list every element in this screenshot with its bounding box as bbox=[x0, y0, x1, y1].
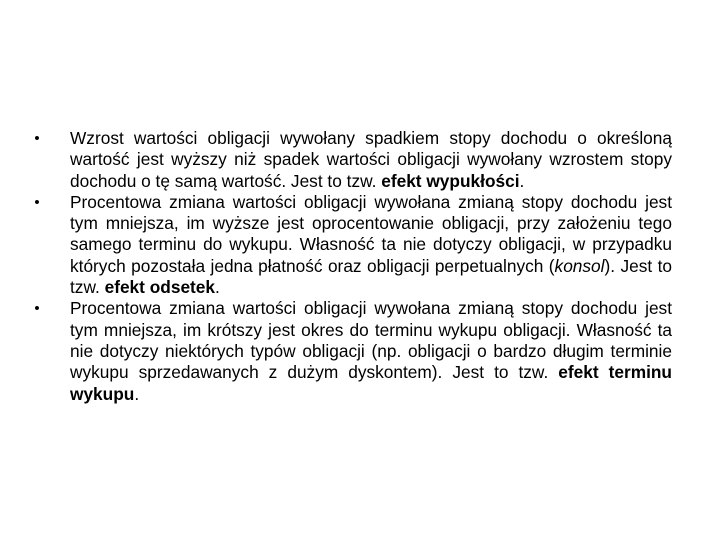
bullet-icon: • bbox=[34, 193, 40, 211]
bullet-term-bold: efekt terminu wykupu bbox=[70, 362, 672, 404]
bullet-text-segment: . bbox=[134, 383, 140, 404]
bullet-term-bold: efekt odsetek bbox=[104, 277, 216, 298]
bullet-text-segment: ). Jest to tzw. bbox=[70, 255, 672, 298]
bullet-icon: • bbox=[34, 130, 40, 147]
bullet-item bbox=[30, 298, 672, 404]
bullet-icon: • bbox=[34, 300, 40, 318]
bullet-item bbox=[30, 128, 672, 192]
bullet-item bbox=[30, 192, 672, 298]
bullet-text-segment: Procentowa zmiana wartości obligacji wywołana zmianą stopy dochodu jest tym mniejsza, im wyższe jest oprocentowanie obligacji, przy założeniu tego samego terminu do wykupu. Własność ta nie dotyczy obligacji, w przypadku których pozostała jedna płatność oraz obligacji perpetualnych ( bbox=[70, 191, 672, 276]
bullet-text-segment: Procentowa zmiana wartości obligacji wywołana zmianą stopy dochodu jest tym mniejsza, im krótszy jest okres do terminu wykupu obligacji. Własność ta nie dotyczy niektórych typów obligacji (np. obligacji o bardzo długim terminie wykupu sprzedawanych z dużym dyskontem). Jest to tzw. bbox=[70, 298, 672, 383]
bullet-term-bold: efekt wypukłości bbox=[381, 170, 520, 191]
bullet-text-segment: Wzrost wartości obligacji wywołany spadkiem stopy dochodu o określoną wartość jest wyższy niż spadek wartości obligacji wywołany wzrostem stopy dochodu o tę samą wartość. Jest to tzw. bbox=[70, 128, 672, 191]
bullet-list bbox=[30, 128, 672, 405]
bullet-text-segment: . bbox=[519, 170, 525, 191]
bullet-text-segment: . bbox=[215, 277, 220, 298]
bullet-term-italic: konsol bbox=[554, 255, 605, 276]
